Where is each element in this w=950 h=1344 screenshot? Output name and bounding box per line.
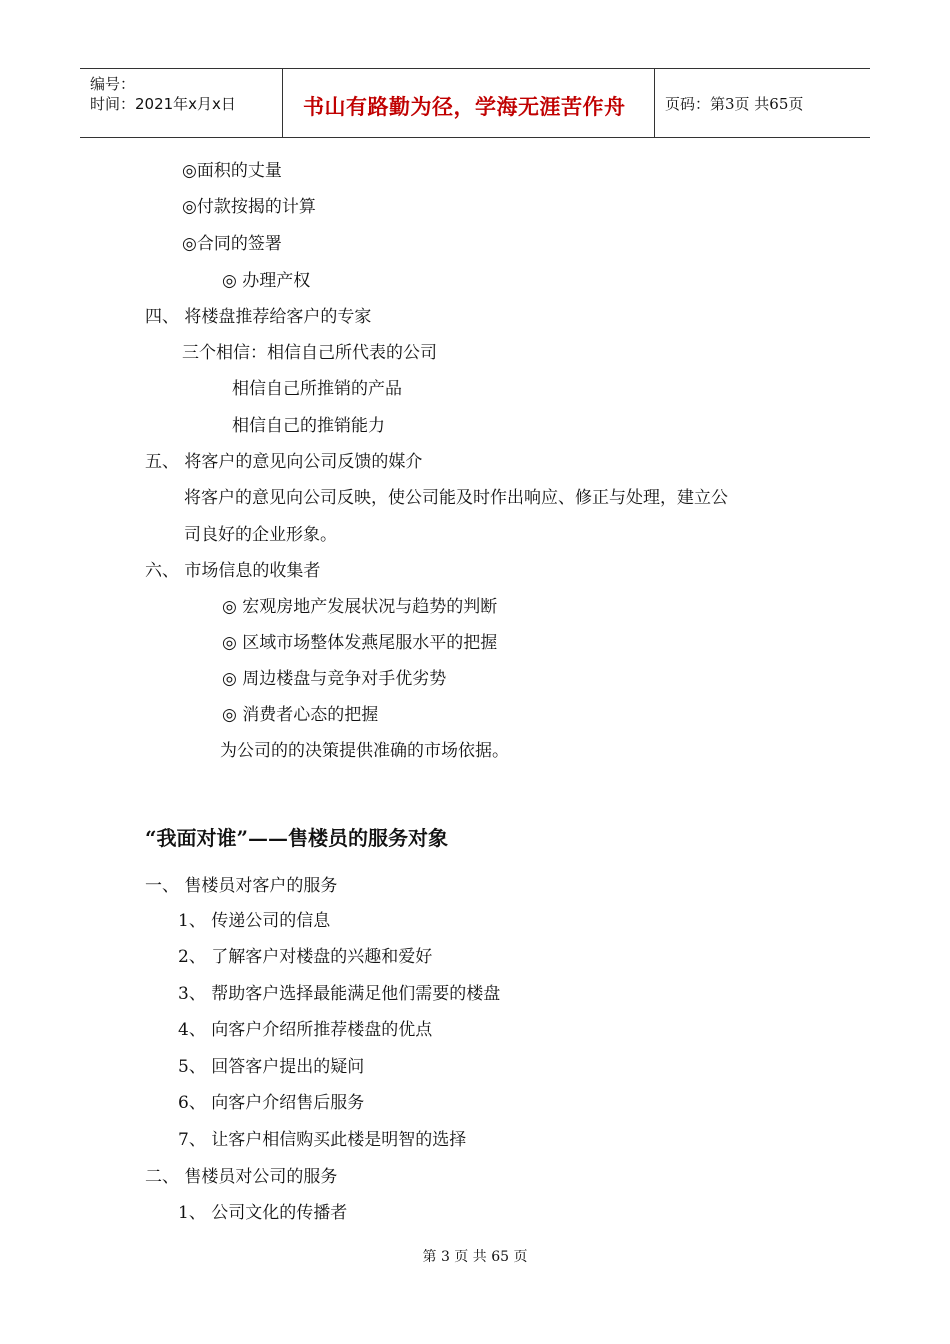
section-heading: 二、 售楼员对公司的服务: [145, 1167, 338, 1187]
doc-number-label: 编号：: [90, 75, 136, 93]
doc-time-label: 时间：2021年x月x日: [90, 95, 236, 113]
section-title: “我面对谁”——售楼员的服务对象: [145, 826, 449, 850]
list-item: 7、 让客户相信购买此楼是明智的选择: [178, 1130, 467, 1150]
body-line: 相信自己的推销能力: [232, 416, 385, 436]
body-line: ◎ 周边楼盘与竞争对手优劣势: [222, 669, 447, 689]
section-heading: 一、 售楼员对客户的服务: [145, 876, 338, 896]
body-paragraph: 将客户的意见向公司反映，使公司能及时作出响应、修正与处理，建立公: [184, 488, 728, 508]
header-motto: 书山有路勤为径，学海无涯苦作舟: [303, 94, 626, 119]
body-line: ◎付款按揭的计算: [182, 197, 316, 217]
list-item: 4、 向客户介绍所推荐楼盘的优点: [178, 1020, 433, 1040]
page-header: [80, 68, 870, 138]
body-line: 相信自己所推销的产品: [232, 379, 402, 399]
section-heading: 四、 将楼盘推荐给客户的专家: [145, 307, 372, 327]
header-left-cell: [80, 69, 283, 137]
list-item: 1、 传递公司的信息: [178, 911, 331, 931]
body-line: ◎ 消费者心态的把握: [222, 705, 379, 725]
body-paragraph: 司良好的企业形象。: [184, 525, 337, 545]
header-page-cell: [655, 69, 870, 137]
list-item: 3、 帮助客户选择最能满足他们需要的楼盘: [178, 984, 501, 1004]
body-line: 三个相信：相信自己所代表的公司: [182, 343, 437, 363]
body-line: ◎ 区域市场整体发燕尾服水平的把握: [222, 633, 498, 653]
body-line: ◎面积的丈量: [182, 161, 282, 181]
header-page-info: 页码：第3页 共65页: [665, 95, 804, 113]
body-line: 为公司的的决策提供准确的市场依据。: [220, 741, 509, 761]
body-line: ◎ 宏观房地产发展状况与趋势的判断: [222, 597, 498, 617]
list-item: 1、 公司文化的传播者: [178, 1203, 348, 1223]
list-item: 6、 向客户介绍售后服务: [178, 1093, 365, 1113]
page-footer: 第 3 页 共 65 页: [422, 1249, 528, 1265]
body-line: ◎合同的签署: [182, 234, 282, 254]
body-line: ◎ 办理产权: [222, 271, 311, 291]
section-heading: 五、 将客户的意见向公司反馈的媒介: [145, 452, 423, 472]
header-motto-cell: [283, 69, 655, 137]
list-item: 5、 回答客户提出的疑问: [178, 1057, 365, 1077]
list-item: 2、 了解客户对楼盘的兴趣和爱好: [178, 947, 433, 967]
section-heading: 六、 市场信息的收集者: [145, 561, 321, 581]
